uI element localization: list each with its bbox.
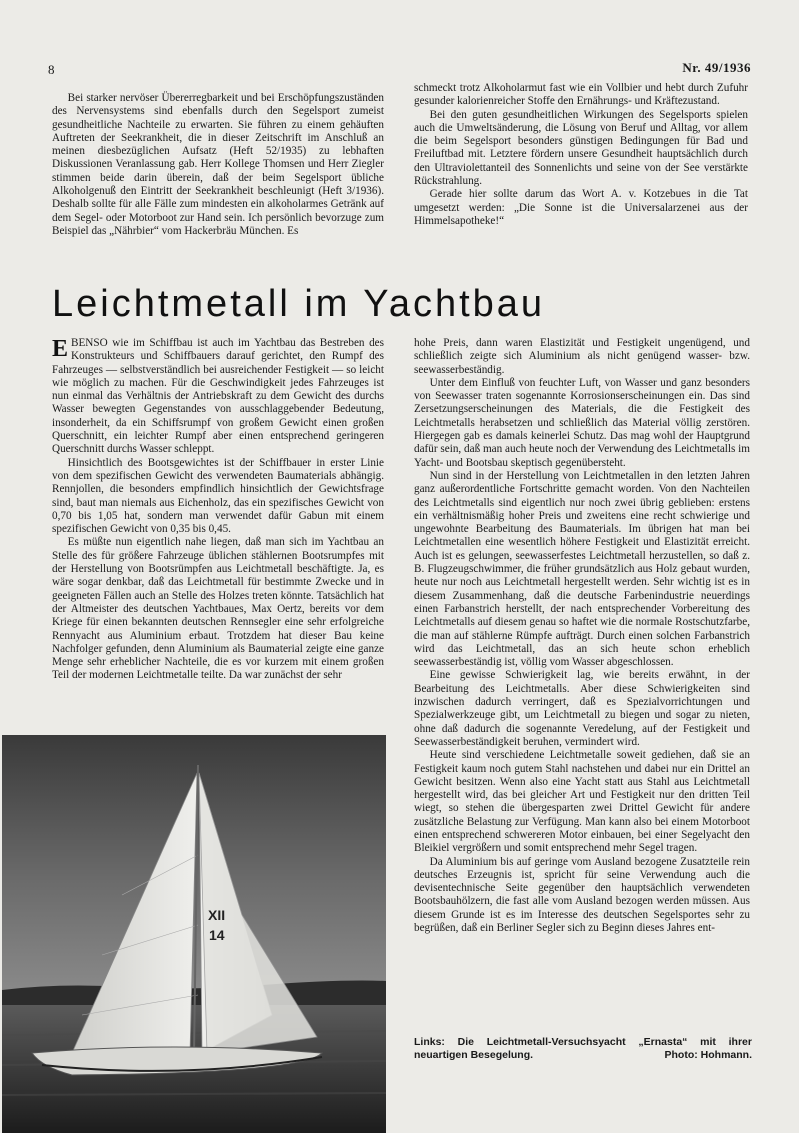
paragraph: Bei starker nervöser Übererregbarkeit und bei Erschöpfungszuständen des Nervensystems sind ebenfalls durch den Segelsport zumeist gesundheitliche Nachteile zu erwarten. Sie führen zu einem gehäuften Auftreten der Seekrankheit, die in dieser Zeitschrift im Anschluß an meinen diesbezüglichen Aufsatz (Heft 52/1935) zu lebhaften Diskussionen Veranlassung gab. Herr Kollege Thomsen und Herr Ziegler stimmen beide darin überein, daß der beim Segelsport übliche Alkoholgenuß den Eintritt der Seekrankheit beschleunigt (Heft 3/1936). Deshalb sollte für alle Fälle zum mindesten ein alkoholarmes Getränk auf dem Segel- oder Motorboot zur Hand sein. Ich persönlich bevorzuge zum Beispiel das „Nährbier“ vom Hackerbräu München. Es	[52, 92, 384, 237]
caption-text: Links: Die Leichtmetall-Versuchsyacht „Ernasta“ mit ihrer neuartigen Besegelung.	[414, 1036, 752, 1061]
page-number: 8	[48, 62, 55, 77]
top-right-column	[414, 82, 748, 228]
photo-credit: Photo: Hohmann.	[664, 1048, 752, 1061]
photo-caption	[414, 1036, 752, 1061]
paragraph: Es müßte nun eigentlich nahe liegen, daß man sich im Yachtbau an Stelle des für größere Fahrzeuge üblichen stählernen Bootsrumpfes mit der Herstellung von Bootsrümpfen aus Leichtmetall beschäftigte. Ja, es wäre sogar denkbar, daß das Leichtmetall für bestimmte Zwecke und in geeigneten Fällen auch an Stelle des Holzes treten könnte. Tatsächlich hat der Altmeister des deutschen Yachtbaues, Max Oertz, bereits vor dem Kriege für einen bekannten deutschen Rennsegler eine sehr erfolgreiche Rennyacht aus Aluminium erbaut. Trotzdem hat dieser Bau keine Nachfolger gefunden, denn Aluminium als Baumaterial zeigte eine ganze Menge sehr erheblicher Nachteile, die es vor kurzem mit einem großen Teil der modernen Leichtmetalle teilte. Da war zunächst der sehr	[52, 536, 384, 682]
paragraph: Hinsichtlich des Bootsgewichtes ist der Schiffbauer in erster Linie von dem spezifischen Gewicht des verwendeten Baumaterials abhängig. Rennjollen, die besonders empfindlich hinsichtlich der Gewichtsfrage sind, baut man niemals aus Eichenholz, das ein spezifisches Gewicht von 0,70 bis 1,05 hat, sondern man verwendet dafür Gabun mit einem spezifischen Gewicht von 0,35 bis 0,45.	[52, 456, 384, 536]
drop-cap: E	[52, 336, 69, 362]
paragraph: Nun sind in der Herstellung von Leichtmetallen in den letzten Jahren ganz außerordentliche Fortschritte gemacht worden. Von den Nachteilen des Leichtmetalls sind eigentlich nur noch zwei übrig geblieben: erstens ein verhältnismäßig hoher Preis und zweitens eine recht schwierige und ungewohnte Bearbeitung des Baumaterials. Im übrigen hat man bei Leichtmetallen eine wesentlich höhere Festigkeit und Elastizität erreicht. Auch ist es gelungen, seewasserfestes Leichtmetall herzustellen, so daß z. B. Flugzeugschwimmer, die früher grundsätzlich aus Holz gebaut wurden, heute nur noch aus Leichtmetall hergestellt werden. Sehr wichtig ist es in diesem Zusammenhang, daß die deutsche Farbenindustrie neuerdings einen Farbanstrich herstellt, der nach entsprechender Vorbereitung des Leichtmetalls auf diesem genau so haftet wie die normale Rostschutzfarbe, die man auf stählerne Rümpfe aufträgt. Durch einen solchen Farbanstrich wird das Leichtmetall, das an sich heute schon erheblich seewasserbeständig ist, völlig vom Wasser abgeschlossen.	[414, 469, 750, 669]
article-title: Leichtmetall im Yachtbau	[52, 283, 546, 325]
paragraph: Da Aluminium bis auf geringe vom Ausland bezogene Zusatzteile rein deutsches Erzeugnis ist, spricht für seine Verwendung auch die devisentechnische Seite gegenüber den hauptsächlich verwendeten Bootsbauhölzern, die fast alle vom Ausland bezogen werden müssen. Aus diesem Grunde ist es im Interesse des deutschen Segelsportes sehr zu begrüßen, daß ein Berliner Segler sich zu Beginn dieses Jahres ent-	[414, 855, 750, 935]
article-left-column	[52, 337, 384, 683]
top-left-column	[52, 92, 384, 238]
sail-number-top: XII	[208, 907, 226, 923]
sail-number-bottom: 14	[209, 927, 225, 943]
paragraph: hohe Preis, dann waren Elastizität und Festigkeit ungenügend, und schließlich zeigte sich Aluminium als nicht genügend wasser- bzw. seewasserbeständig.	[414, 337, 750, 376]
article-right-column	[414, 337, 750, 935]
paragraph: Heute sind verschiedene Leichtmetalle soweit gediehen, daß sie an Festigkeit kaum noch gutem Stahl nachstehen und dabei nur ein Drittel an Gewicht besitzen. Wenn also eine Yacht statt aus Stahl aus Leichtmetall hergestellt wird, das bei gleicher Art und Festigkeit nur den dritten Teil wiegt, so stehen die übergesparten zwei Drittel Gewicht für andere zusätzliche Belastung zur Verfügung. Man kann also bei einem Motorboot einen entsprechend schwereren Motor einbauen, bei einer Segelyacht den Bleikiel vergrößern und somit entsprechend mehr Segel tragen.	[414, 749, 750, 855]
paragraph	[52, 337, 384, 457]
issue-number: Nr. 49/1936	[682, 60, 751, 75]
paragraph: Eine gewisse Schwierigkeit lag, wie bereits erwähnt, in der Bearbeitung des Leichtmetalls. Aber diese Schwierigkeiten sind inzwischen dadurch verringert, daß es Spezialvorrichtungen und Spezialwerkzeuge gibt, um Leichtmetall zu biegen und sogar zu nieten, ohne daß dadurch die sogenannte Veredelung, auf der Festigkeit und Seewasserbeständigkeit beruhen, vermindert wird.	[414, 669, 750, 748]
paragraph: Unter dem Einfluß von feuchter Luft, von Wasser und ganz besonders von Seewasser traten sogenannte Korrosionserscheinungen ein. Das sind Zersetzungserscheinungen des Materials, die die Festigkeit des Leichtmetalls herabsetzen und schließlich das Material völlig zerstören. Hiergegen gab es damals keinerlei Schutz. Das mag wohl der Hauptgrund dafür sein, daß man auch heute noch der Verwendung des Leichtmetalls im Yacht- und Bootsbau skeptisch gegenübersteht.	[414, 376, 750, 469]
paragraph-text: BENSO wie im Schiffbau ist auch im Yachtbau das Bestreben des Konstrukteurs und Schiffbauers darauf gerichtet, den Rumpf des Fahrzeuges — selbstverständlich bei ausreichender Festigkeit — so leicht wie möglich zu machen. Für die Geschwindigkeit jedes Fahrzeuges ist nun einmal das Verhältnis der Antriebskraft zu dem Gewicht des durchs Wasser bewegten Gegenstandes von ausschlaggebender Bedeutung, insonderheit, da ein Schiffsrumpf von großem Gewicht einen großen Querschnitt, ein leichter Rumpf aber einen entsprechend geringeren Querschnitt durchs Wasser schleppt.	[52, 337, 384, 456]
yacht-photo	[2, 735, 386, 1133]
paragraph: schmeckt trotz Alkoholarmut fast wie ein Vollbier und hebt durch Zufuhr gesunder kalorienreicher Stoffe den Ernährungs- und Kräftezustand.	[414, 82, 748, 108]
paragraph: Bei den guten gesundheitlichen Wirkungen des Segelsports spielen auch die Umweltsänderung, die Lösung von Beruf und Alltag, vor allem die beim Segelsport besonders günstigen Bedingungen für Bad und Freiluftbad mit. Letztere fördern unsere Gesundheit hauptsächlich durch den Ultraviolettanteil des Sonnenlichts und seine von der See verstärkte Rückstrahlung.	[414, 108, 748, 188]
paragraph: Gerade hier sollte darum das Wort A. v. Kotzebues in die Tat umgesetzt werden: „Die Sonne ist die Universalarzenei aus der Himmelsapotheke!“	[414, 188, 748, 227]
yacht-illustration	[2, 735, 386, 1133]
